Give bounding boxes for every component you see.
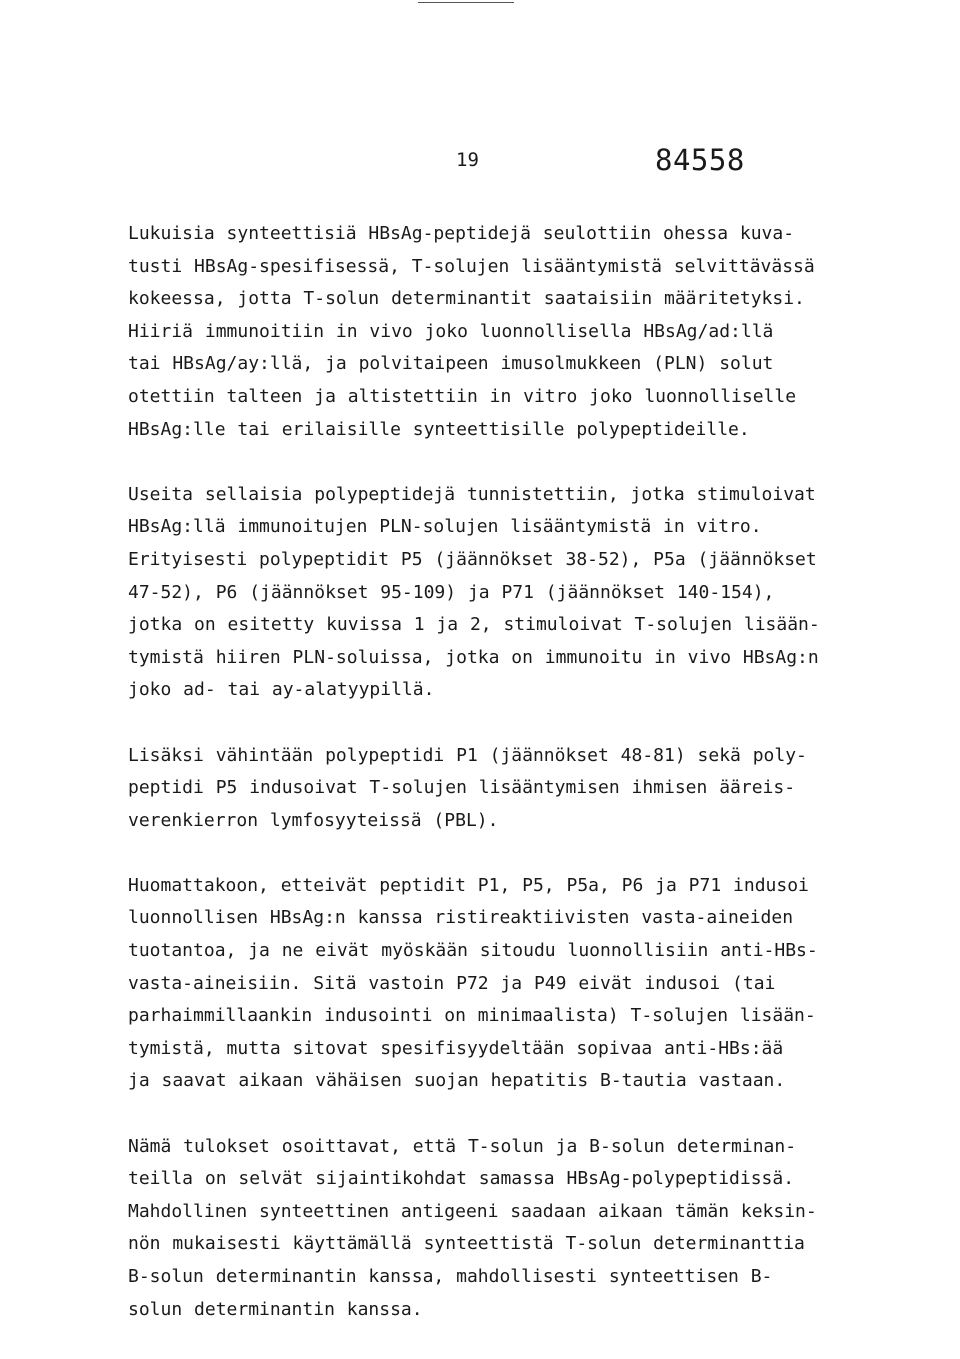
text-line: tuotantoa, ja ne eivät myöskään sitoudu luonnollisiin anti-HBs- xyxy=(128,940,818,962)
text-line: vasta-aineisiin. Sitä vastoin P72 ja P49 eivät indusoi (tai xyxy=(128,972,776,994)
text-line: nön mukaisesti käyttämällä synteettistä T-solun determinanttia xyxy=(128,1233,805,1255)
text-line: Erityisesti polypeptidit P5 (jäännökset 38-52), P5a (jäännökset xyxy=(128,548,817,570)
paragraph-3 xyxy=(128,740,960,838)
text-line: tusti HBsAg-spesifisessä, T-solujen lisääntymistä selvittävässä xyxy=(128,255,815,277)
paragraph-5 xyxy=(128,1131,960,1327)
text-line: kokeessa, jotta T-solun determinantit saataisiin määritetyksi. xyxy=(128,288,805,310)
text-line: Mahdollinen synteettinen antigeeni saadaan aikaan tämän keksin- xyxy=(128,1200,817,1222)
text-line: peptidi P5 indusoivat T-solujen lisääntymisen ihmisen ääreis- xyxy=(128,777,796,799)
text-line: verenkierron lymfosyyteissä (PBL). xyxy=(128,809,499,831)
text-line: tymistä hiiren PLN-soluissa, jotka on immunoitu in vivo HBsAg:n xyxy=(128,646,819,668)
text-line: HBsAg:lle tai erilaisille synteettisille polypeptideille. xyxy=(128,418,750,440)
text-line: joko ad- tai ay-alatyypillä. xyxy=(128,679,435,701)
text-line: ja saavat aikaan vähäisen suojan hepatitis B-tautia vastaan. xyxy=(128,1070,786,1092)
top-rule xyxy=(418,2,514,3)
text-line: luonnollisen HBsAg:n kanssa ristireaktiivisten vasta-aineiden xyxy=(128,907,794,929)
text-line: tymistä, mutta sitovat spesifisyydeltään sopivaa anti-HBs:ää xyxy=(128,1037,784,1059)
text-line: solun determinantin kanssa. xyxy=(128,1298,423,1320)
paragraph-4 xyxy=(128,870,960,1098)
paragraph-1 xyxy=(128,218,960,446)
document-body xyxy=(128,218,960,1359)
text-line: teilla on selvät sijaintikohdat samassa HBsAg-polypeptidissä. xyxy=(128,1168,795,1190)
text-line: parhaimmillaankin indusointi on minimaalista) T-solujen lisään- xyxy=(128,1005,816,1027)
text-line: Useita sellaisia polypeptidejä tunnistettiin, jotka stimuloivat xyxy=(128,483,816,505)
page-number: 19 xyxy=(456,149,479,171)
text-line: Huomattakoon, etteivät peptidit P1, P5, P5a, P6 ja P71 indusoi xyxy=(128,874,809,896)
text-line: B-solun determinantin kanssa, mahdollisesti synteettisen B- xyxy=(128,1266,773,1287)
text-line: otettiin talteen ja altistettiin in vitro joko luonnolliselle xyxy=(128,385,797,407)
text-line: Lukuisia synteettisiä HBsAg-peptidejä seulottiin ohessa kuva- xyxy=(128,223,795,244)
text-line: tai HBsAg/ay:llä, ja polvitaipeen imusolmukkeen (PLN) solut xyxy=(128,353,774,375)
document-number: 84558 xyxy=(655,143,745,177)
text-line: Hiiriä immunoitiin in vivo joko luonnollisella HBsAg/ad:llä xyxy=(128,320,774,342)
text-line: Nämä tulokset osoittavat, että T-solun ja B-solun determinan- xyxy=(128,1135,797,1157)
paragraph-2 xyxy=(128,479,960,707)
text-line: Lisäksi vähintään polypeptidi P1 (jäännökset 48-81) sekä poly- xyxy=(128,744,807,766)
text-line: 47-52), P6 (jäännökset 95-109) ja P71 (jäännökset 140-154), xyxy=(128,581,775,603)
text-line: jotka on esitetty kuvissa 1 ja 2, stimuloivat T-solujen lisään- xyxy=(128,614,820,636)
text-line: HBsAg:llä immunoitujen PLN-solujen lisääntymistä in vitro. xyxy=(128,516,762,538)
